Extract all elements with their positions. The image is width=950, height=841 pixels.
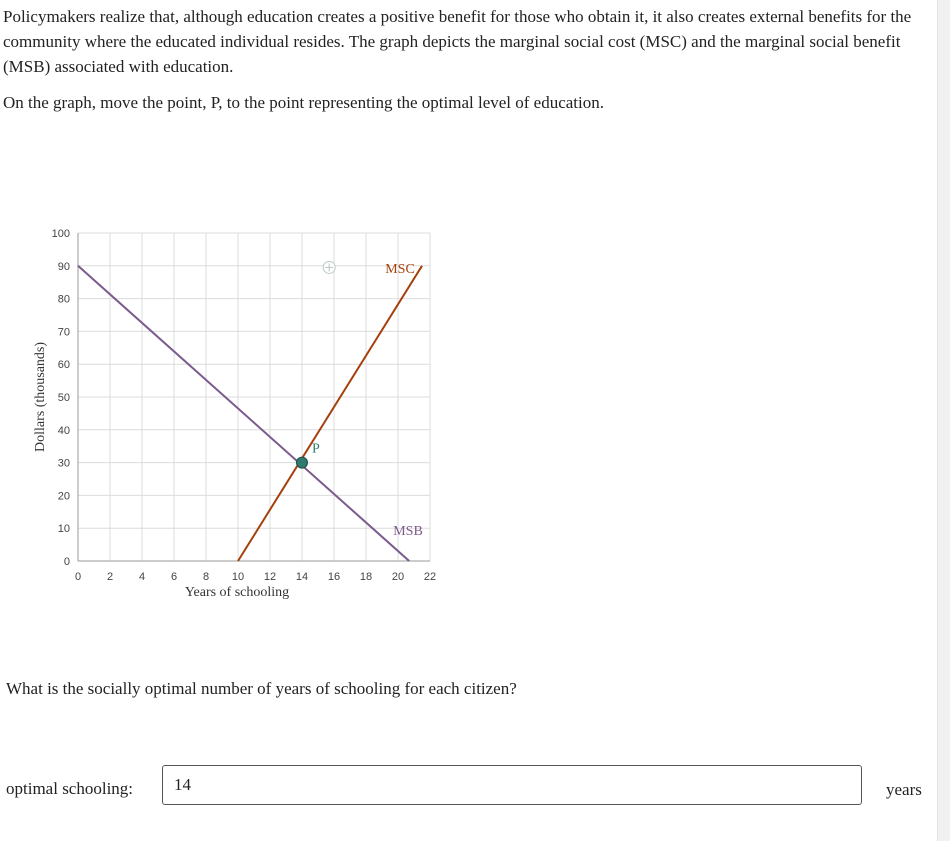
x-tick-label: 20 [391,571,405,583]
answer-label: optimal schooling: [6,779,134,798]
msc-label: MSC [385,262,415,277]
y-tick-label: 20 [57,490,70,503]
x-tick-label: 10 [231,571,245,583]
y-axis-label: Dollars (thousands) [33,341,48,453]
x-tick-label: 4 [138,571,146,583]
point-p-label: P [312,441,320,457]
y-tick-label: 70 [57,326,70,339]
y-tick-label: 10 [57,523,70,536]
answer-row [0,764,940,808]
x-tick-label: 14 [295,571,309,583]
y-tick-label: 90 [57,260,70,273]
y-tick-label: 80 [57,293,70,306]
y-tick-label: 60 [57,359,70,372]
y-tick-label: 30 [57,457,70,470]
optimal-schooling-input[interactable] [162,765,862,805]
x-tick-label: 22 [423,571,437,583]
question-text: What is the socially optimal number of years of schooling for each citizen? [6,679,517,698]
y-tick-label: 100 [51,228,70,240]
point-p-marker[interactable] [297,457,308,468]
x-axis-label: Years of schooling [184,585,290,600]
x-tick-label: 12 [263,571,277,583]
point-palette-icon[interactable] [323,261,335,273]
x-tick-label: 2 [106,571,114,583]
x-tick-label: 16 [327,571,341,583]
scrollbar[interactable] [937,0,950,841]
x-tick-label: 0 [74,571,82,583]
x-tick-label: 8 [202,571,210,583]
y-tick-label: 0 [63,556,70,568]
x-tick-label: 6 [170,571,178,583]
y-tick-label: 50 [57,392,70,404]
y-tick-label: 40 [57,424,70,437]
answer-unit: years [886,780,922,799]
problem-prompt: Policymakers realize that, although education creates a positive benefit for those who obtain it, it also creates external benefits for the community where the educated individual resides. The graph depicts the marginal social cost (MSC) and the marginal social benefit (MSB) associated with education. [3,7,912,76]
graph-instruction: On the graph, move the point, P, to the point representing the optimal level of education. [3,93,605,112]
x-tick-label: 18 [359,571,373,583]
msb-label: MSB [393,524,423,539]
